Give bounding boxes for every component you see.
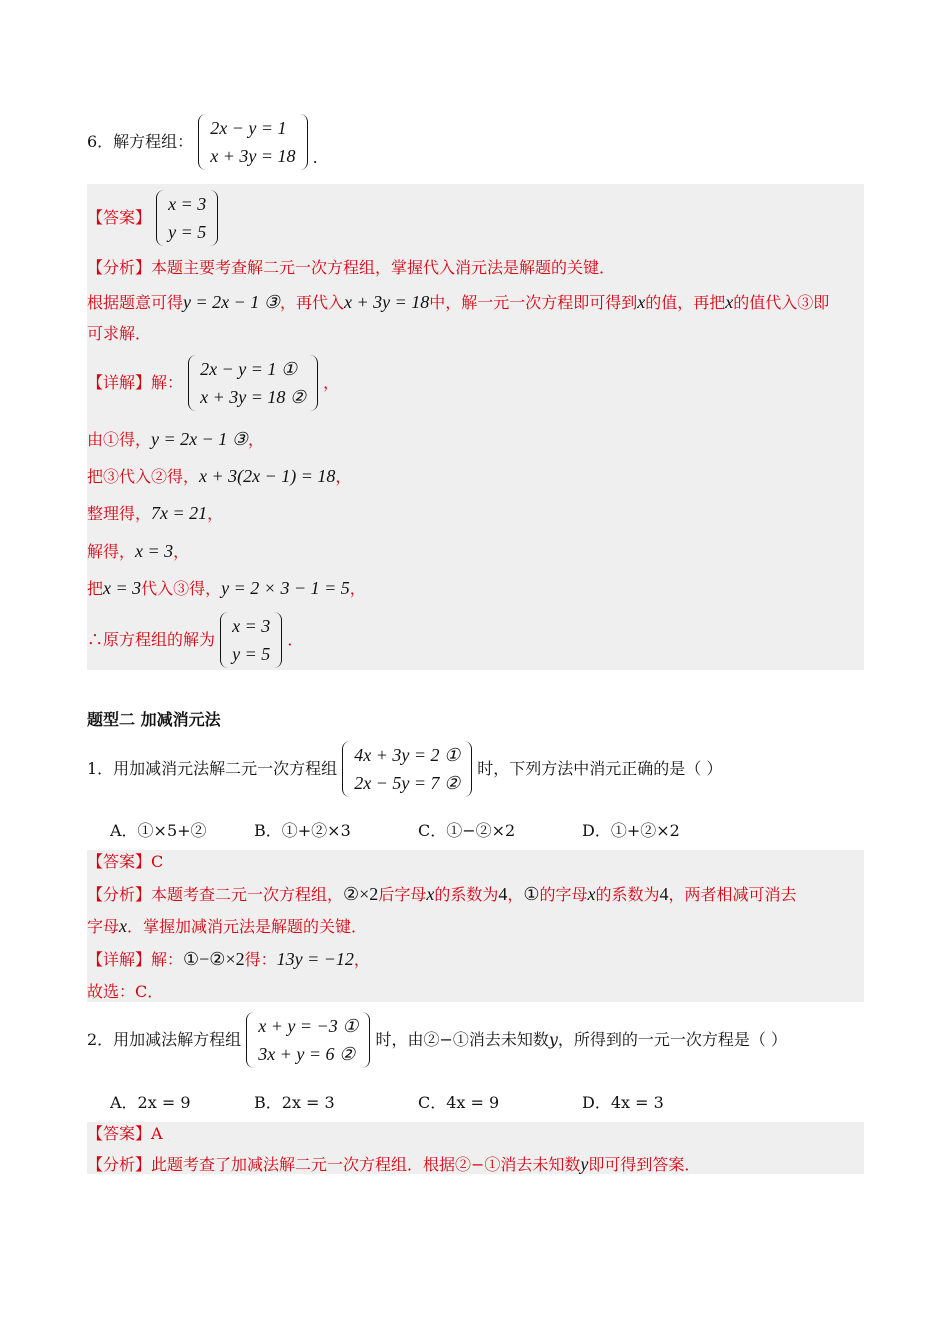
p1-detail-math2: 13y = −12: [276, 949, 354, 969]
q6-analysis2-text-e: 的值代入③即: [733, 293, 830, 312]
p1-eq1: 4x + 3y = 2 ①: [354, 745, 461, 765]
q6-step3-end: ，: [207, 504, 224, 523]
p1-stem-question: 时，下列方法中消元正确的是（ ）: [477, 759, 723, 778]
q6-step1-math: y = 2x − 1 ③: [151, 429, 248, 449]
q6-step4-math: x = 3: [135, 541, 174, 561]
q6-step3-text: 整理得，: [87, 504, 152, 523]
q6-ans1: x = 3: [168, 194, 207, 214]
q6-answer-system: [156, 190, 218, 246]
p1-an-g: ，两者相减可消去: [668, 885, 797, 904]
q6-eq1: 2x − y = 1: [210, 118, 287, 138]
q6-step5-end: ，: [349, 579, 366, 598]
q6-detail-label: 【详解】解：: [87, 373, 184, 392]
q6-step4: [87, 539, 189, 564]
p2-an-a: 【分析】此题考查了加减法解二元一次方程组．根据②−①消去未知数: [87, 1155, 581, 1174]
p2-eq1: x + y = −3 ①: [258, 1016, 359, 1036]
p1-an-e: 的字母: [539, 885, 588, 904]
p1-stem: [87, 741, 722, 797]
q6-final-system: [220, 612, 282, 668]
p2-stem-question-b: ，所得到的一元一次方程是（ ）: [557, 1030, 787, 1049]
p1-stem-text: 1．用加减消元法解二元一次方程组: [87, 759, 338, 778]
p1-an-m2: ①: [523, 884, 540, 904]
p1-an-a: 【分析】本题考查二元一次方程组，: [87, 885, 344, 904]
q6-detail-eq2: x + 3y = 18 ②: [200, 387, 307, 407]
q6-step2-text: 把③代入②得，: [87, 467, 200, 486]
q6-tail: .: [312, 148, 318, 167]
q6-analysis2-x2: x: [725, 292, 734, 312]
p1-option-d[interactable]: D．①+②×2: [582, 821, 680, 840]
q6-analysis2-text-b: ，再代入: [279, 293, 344, 312]
p2-stem-y: y: [548, 1030, 558, 1049]
p2-stem-question-a: 时，由②−①消去未知数: [375, 1030, 549, 1049]
p1-an-n1: 4: [498, 884, 508, 904]
q6-step2-math: x + 3(2x − 1) = 18: [199, 466, 336, 486]
q6-system: [198, 114, 307, 170]
q6-ans2: y = 5: [168, 222, 207, 242]
p2-an-b: 即可得到答案．: [588, 1155, 701, 1174]
q6-step3-math: 7x = 21: [151, 503, 208, 523]
p2-option-d[interactable]: D．4x = 3: [582, 1093, 664, 1112]
p2-option-b[interactable]: B．2x = 3: [254, 1093, 335, 1112]
q6-step4-text: 解得，: [87, 542, 136, 561]
p1-detail-math: ①−②×2: [183, 949, 245, 969]
q6-step2-end: ，: [335, 467, 352, 486]
p1-detail-text: 得：: [244, 950, 277, 969]
p2-system: [246, 1012, 370, 1068]
q6-detail-tail: ，: [323, 373, 340, 392]
q6-step6-end: ．: [287, 630, 304, 649]
p1-answer: 【答案】C: [87, 852, 164, 871]
q6-step6: [87, 612, 303, 668]
p2-answer: 【答案】A: [87, 1124, 163, 1143]
p1-option-a[interactable]: A．①×5+②: [110, 821, 207, 840]
p1-an2-b: ．掌握加减消元法是解题的关键．: [127, 917, 368, 936]
q6-eq2: x + 3y = 18: [210, 146, 296, 166]
q6-final-r1: x = 3: [232, 616, 271, 636]
q6-analysis2-x1: x: [637, 292, 646, 312]
q6-step4-end: ，: [173, 542, 190, 561]
q6-step3: [87, 501, 223, 526]
q6-stem: [87, 114, 318, 170]
q6-analysis2-text-c: 中，解一元一次方程即可得到: [429, 293, 638, 312]
p1-option-b[interactable]: B．①+②×3: [254, 821, 351, 840]
q6-analysis-line3: 可求解．: [87, 324, 152, 343]
q6-step5: [87, 576, 366, 601]
q6-step5-math1: x = 3: [103, 578, 142, 598]
q6-step1-text: 由①得，: [87, 430, 152, 449]
p1-detail: [87, 947, 370, 972]
p1-an-c: 的系数为: [434, 885, 499, 904]
q6-analysis2-math1: y = 2x − 1 ③: [183, 292, 280, 312]
q6-final-r2: y = 5: [232, 644, 271, 664]
p1-an2-x: x: [119, 916, 128, 936]
section-title: 题型二 加减消元法: [87, 710, 221, 729]
p1-analysis-line2: [87, 914, 367, 939]
q6-step1-end: ，: [247, 430, 264, 449]
p1-an-n2: 4: [659, 884, 669, 904]
p1-detail-label: 【详解】解：: [87, 950, 184, 969]
p1-an-d: ，: [507, 885, 524, 904]
q6-step5-math2: y = 2 × 3 − 1 = 5: [221, 578, 350, 598]
q6-analysis2-math2: x + 3y = 18: [343, 292, 430, 312]
p2-option-c[interactable]: C．4x = 9: [418, 1093, 500, 1112]
p2-eq2: 3x + y = 6 ②: [258, 1044, 356, 1064]
p1-choose: 故选：C．: [87, 982, 164, 1001]
p1-an-x2: x: [587, 884, 596, 904]
q6-step5-text-a: 把: [87, 579, 104, 598]
p1-an-m1: ②×2: [343, 884, 379, 904]
p1-eq2: 2x − 5y = 7 ②: [354, 773, 461, 793]
q6-stem-label: 6．解方程组：: [87, 132, 194, 151]
q6-answer: [87, 190, 218, 246]
q6-step6-text: ∴原方程组的解为: [87, 630, 216, 649]
q6-detail-eq1: 2x − y = 1 ①: [200, 359, 298, 379]
q6-detail: [87, 355, 339, 411]
q6-step5-text-b: 代入③得，: [141, 579, 222, 598]
q6-detail-system: [188, 355, 318, 411]
p2-stem-text: 2．用加减法解方程组: [87, 1030, 242, 1049]
p2-analysis: [87, 1152, 700, 1177]
q6-step2: [87, 464, 351, 489]
q6-analysis2-text-d: 的值，再把: [645, 293, 726, 312]
p1-analysis: [87, 882, 797, 907]
p2-option-a[interactable]: A．2x = 9: [110, 1093, 191, 1112]
q6-analysis-line2: [87, 290, 829, 315]
p1-option-c[interactable]: C．①−②×2: [418, 821, 516, 840]
q6-answer-label: 【答案】: [87, 208, 152, 227]
p1-an-b: 后字母: [378, 885, 427, 904]
p2-stem: [87, 1012, 787, 1068]
p1-an2-a: 字母: [87, 917, 120, 936]
p1-system: [342, 741, 472, 797]
q6-step1: [87, 427, 264, 452]
q6-analysis: 【分析】本题主要考查解二元一次方程组，掌握代入消元法是解题的关键．: [87, 258, 616, 277]
q6-analysis2-text-a: 根据题意可得: [87, 293, 184, 312]
p1-an-x1: x: [426, 884, 435, 904]
p1-detail-end: ，: [353, 950, 370, 969]
p1-an-f: 的系数为: [595, 885, 660, 904]
p2-an-y: y: [580, 1154, 589, 1174]
